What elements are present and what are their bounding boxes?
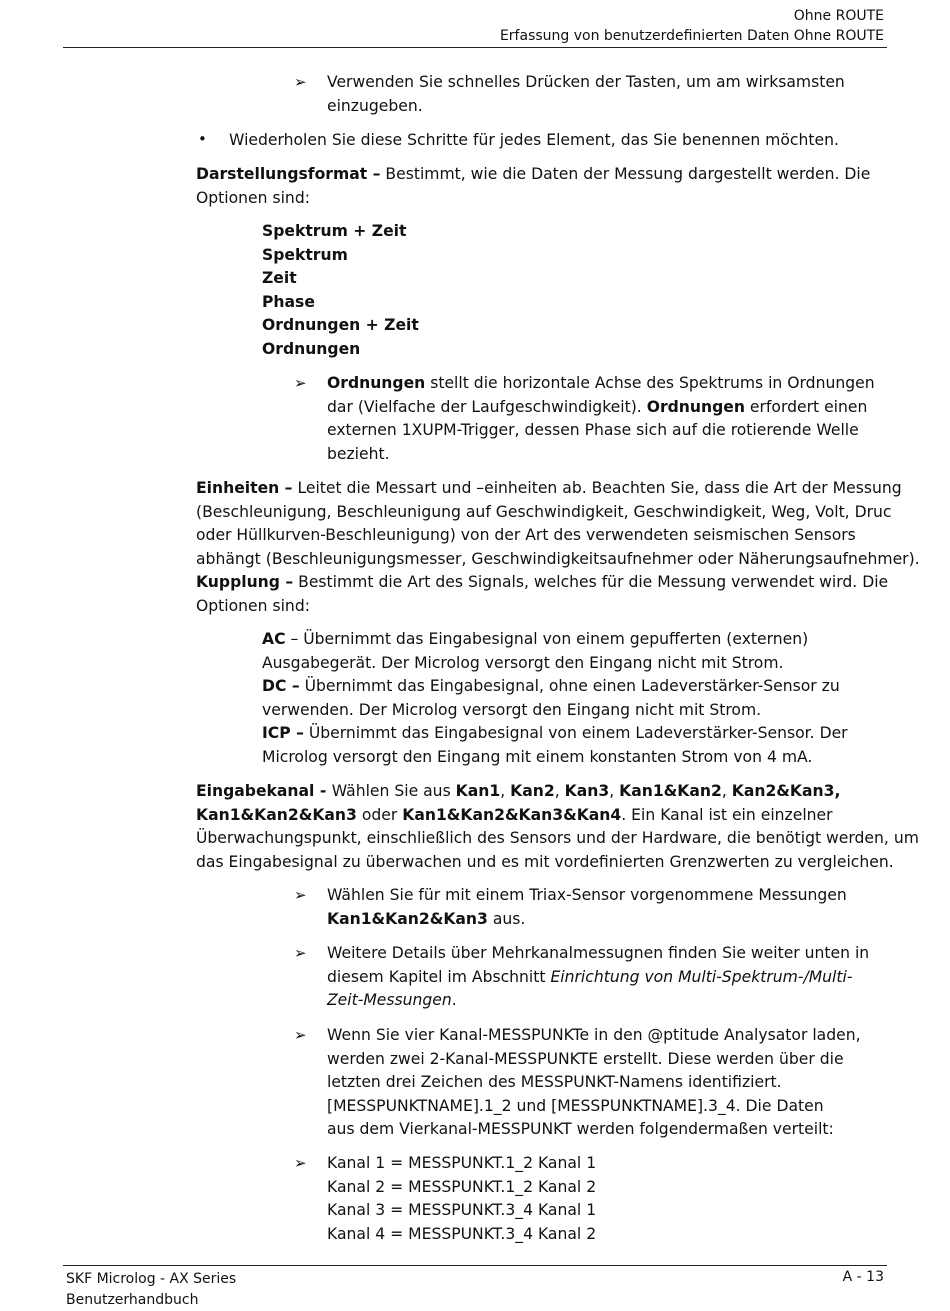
arrow-bullet-icon: ➢: [294, 944, 307, 962]
arrow-item-multichannel: Weitere Details über Mehrkanalmessugnen finden Sie weiter unten in diesem Kapitel im Abschnitt Einrichtung von Multi-Spektrum-/Multi- Zeit-Messungen.: [327, 944, 870, 1009]
option-item: Zeit: [262, 269, 297, 287]
bullet-item-repeat: Wiederholen Sie diese Schritte für jedes Element, das Sie benennen möchten.: [229, 131, 839, 149]
arrow-item-keys: Verwenden Sie schnelles Drücken der Tasten, um am wirksamsten einzugeben.: [327, 73, 845, 115]
arrow-bullet-icon: ➢: [294, 1154, 307, 1172]
coupling-options: AC – Übernimmt das Eingabesignal von einem gepufferten (externen) Ausgabegerät. Der Microlog versorgt den Eingang nicht mit Strom. DC – Übernimmt das Eingabesignal, ohne einen Ladeverstärker-Sensor zu verwenden. Der Microlog versorgt den Eingang nicht mit Strom. ICP – Übernimmt das Eingabesignal von einem Ladeverstärker-Sensor. Der Microlog versorgt den Eingang mit einem konstanten Strom von 4 mA.: [262, 630, 848, 766]
kupplung-paragraph: Kupplung – Bestimmt die Art des Signals, welches für die Messung verwendet wird. Die: [196, 573, 889, 591]
footer-product: SKF Microlog - AX Series: [66, 1271, 237, 1287]
cross-reference: Einrichtung von Multi-Spektrum-/Multi-: [550, 967, 853, 986]
eingabekanal-paragraph: Eingabekanal - Wählen Sie aus Kan1, Kan2, Kan3, Kan1&Kan2, Kan2&Kan3, Kan1&Kan2&Kan3 oder Kan1&Kan2&Kan3&Kan4. Ein Kanal ist ein einzelner Überwachungspunkt, einschließlich des Sensors und der Hardware, die benötigt werden, um das Eingabesignal zu überwachen und es mit vordefinierten Grenzwerten zu vergleichen.: [196, 782, 919, 871]
option-item: Ordnungen + Zeit: [262, 316, 419, 334]
arrow-bullet-icon: ➢: [294, 1026, 307, 1044]
option-item: Ordnungen: [262, 339, 361, 358]
bullet-icon: •: [198, 130, 207, 148]
term-ac: AC: [262, 630, 286, 648]
einheiten-paragraph: Einheiten – Leitet die Messart und –einheiten ab. Beachten Sie, dass die Art der Messung (Beschleunigung, Beschleunigung auf Geschwindigkeit, Geschwindigkeit, Weg, Volt, Druc oder Hüllkurven-Beschleunigung) von der Art des verwendeten seismischen Sensors abhängt (Beschleunigungsmesser, Geschwindigkeitsaufnehmer oder Näherungsaufnehmer). Kupplung – Bestimmt die Art des Signals, welches für die Messung verwendet wird. Die Optionen sind:: [196, 479, 920, 615]
term-einheiten: Einheiten –: [196, 479, 293, 497]
option-item: Spektrum: [262, 245, 348, 264]
term-icp: ICP –: [262, 724, 304, 742]
footer-rule: [63, 1265, 887, 1266]
mapping-item: Kanal 4 = MESSPUNKT.3_4 Kanal 2: [327, 1224, 597, 1243]
term-kupplung: Kupplung –: [196, 573, 294, 591]
header-section: Erfassung von benutzerdefinierten Daten Ohne ROUTE: [499, 28, 884, 44]
channel-mapping-list: [327, 1152, 596, 1246]
mapping-item: Kanal 2 = MESSPUNKT.1_2 Kanal 2: [327, 1177, 597, 1196]
term-eingabekanal: Eingabekanal -: [196, 782, 332, 800]
darstellungsformat-paragraph: Darstellungsformat – Bestimmt, wie die Daten der Messung dargestellt werden. Die Optionen sind:: [196, 165, 871, 207]
running-header: [500, 6, 884, 46]
display-format-options: [262, 220, 419, 361]
footer-manual: Benutzerhandbuch: [66, 1292, 199, 1308]
arrow-item-triax: Wählen Sie für mit einem Triax-Sensor vorgenommene Messungen Kan1&Kan2&Kan3 aus.: [327, 886, 847, 928]
mapping-item: Kanal 3 = MESSPUNKT.3_4 Kanal 1: [327, 1201, 597, 1219]
term-darstellungsformat: Darstellungsformat –: [196, 165, 381, 183]
option-item: Phase: [262, 292, 315, 311]
term-dc: DC –: [262, 677, 300, 695]
header-chapter: Ohne ROUTE: [793, 8, 884, 24]
arrow-bullet-icon: ➢: [294, 374, 307, 392]
ordnungen-note: Ordnungen stellt die horizontale Achse des Spektrums in Ordnungen dar (Vielfache der Laufgeschwindigkeit). Ordnungen erfordert einen externen 1XUPM-Trigger, dessen Phase sich auf die rotierende Welle bezieht.: [327, 374, 875, 463]
arrow-bullet-icon: ➢: [294, 73, 307, 91]
arrow-item-four-channel: Wenn Sie vier Kanal-MESSPUNKTe in den @ptitude Analysator laden, werden zwei 2-Kanal-MESSPUNKTE erstellt. Diese werden über die letzten drei Zeichen des MESSPUNKT-Namens identifiziert. [MESSPUNKTNAME].1_2 und [MESSPUNKTNAME].3_4. Die Daten aus dem Vierkanal-MESSPUNKT werden folgendermaßen verteilt:: [327, 1026, 861, 1138]
mapping-item: Kanal 1 = MESSPUNKT.1_2 Kanal 1: [327, 1154, 597, 1172]
arrow-bullet-icon: ➢: [294, 886, 307, 904]
option-item: Spektrum + Zeit: [262, 222, 407, 240]
footer-left: [66, 1269, 236, 1311]
page-number: A - 13: [842, 1269, 884, 1285]
header-rule: [63, 47, 887, 48]
